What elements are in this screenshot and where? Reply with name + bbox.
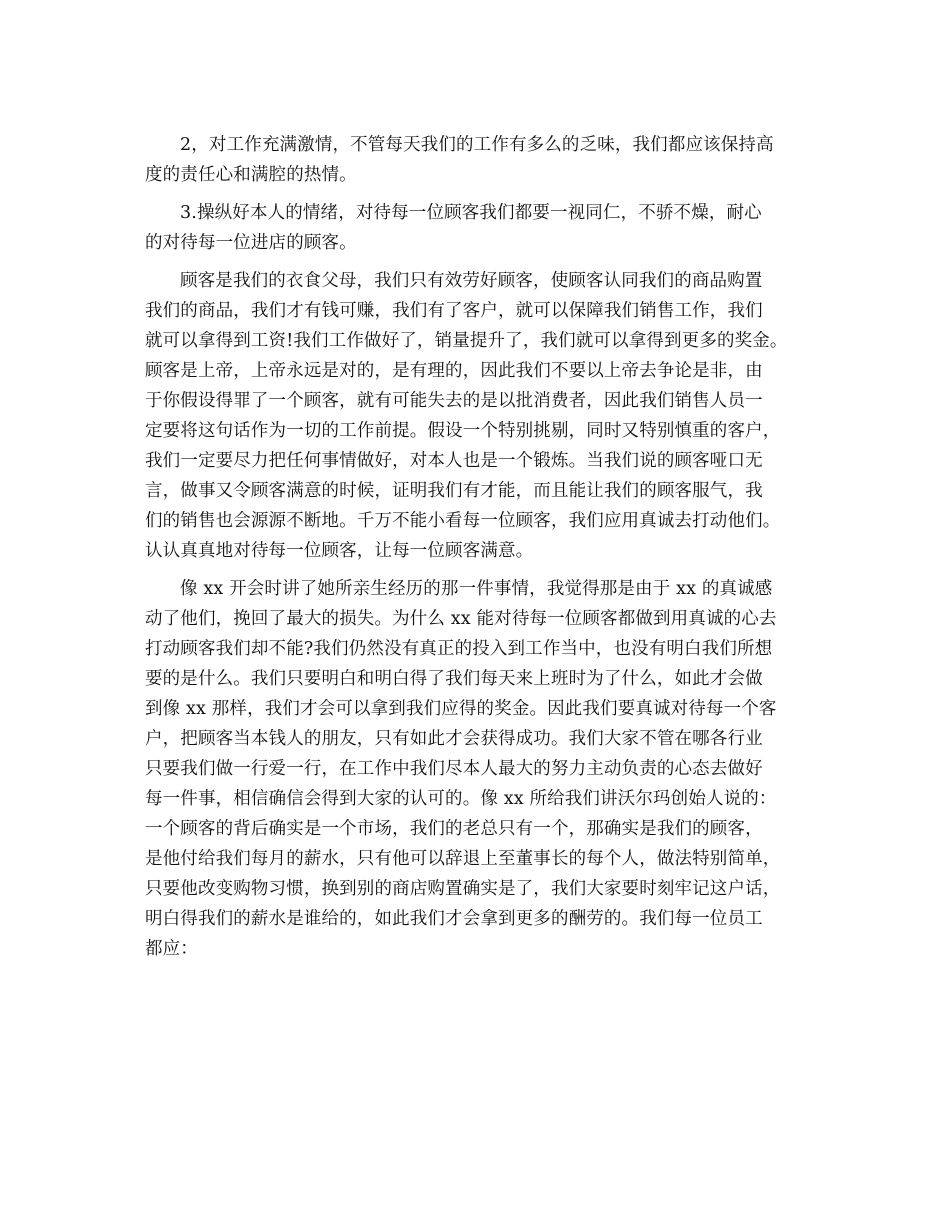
paragraph-4-line-11: 只要他改变购物习惯，换到别的商店购置确实是了，我们大家要时刻牢记这户话， bbox=[145, 879, 781, 899]
paragraph-4-line-8: 每一件事，相信确信会得到大家的认可的。像 xx 所给我们讲沃尔玛创始人说的： bbox=[145, 789, 777, 809]
paragraph-3-line-8: 言，做事又令顾客满意的时候，证明我们有才能，而且能让我们的顾客服气，我 bbox=[145, 481, 763, 501]
paragraph-4-line-1: 像 xx 开会时讲了她所亲生经历的那一件事情，我觉得那是由于 xx 的真诚感 bbox=[180, 579, 773, 599]
paragraph-4-line-6: 户，把顾客当本钱人的朋友，只有如此才会获得成功。我们大家不管在哪各行业 bbox=[145, 729, 763, 749]
paragraph-4-line-9: 一个顾客的背后确实是一个市场，我们的老总只有一个，那确实是我们的顾客， bbox=[145, 819, 763, 839]
paragraph-4-line-5: 到像 xx 那样，我们才会可以拿到我们应得的奖金。因此我们要真诚对待每一个客 bbox=[145, 699, 777, 719]
paragraph-3-line-7: 我们一定要尽力把任何事情做好，对本人也是一个锻炼。当我们说的顾客哑口无 bbox=[145, 451, 763, 471]
paragraph-4-line-4: 要的是什么。我们只要明白和明白得了我们每天来上班时为了什么，如此才会做 bbox=[145, 669, 763, 689]
paragraph-4-line-10: 是他付给我们每月的薪水，只有他可以辞退上至董事长的每个人，做法特别简单， bbox=[145, 849, 781, 869]
paragraph-gap bbox=[145, 190, 825, 198]
paragraph-1-line-2: 度的责任心和满腔的热情。 bbox=[145, 165, 357, 185]
paragraph-4-line-7: 只要我们做一行爱一行，在工作中我们尽本人最大的努力主动负责的心态去做好 bbox=[145, 759, 763, 779]
paragraph-3-line-5: 于你假设得罪了一个顾客，就有可能失去的是以批消费者，因此我们销售人员一 bbox=[145, 391, 763, 411]
document-body bbox=[145, 130, 825, 964]
paragraph-4-line-2: 动了他们，挽回了最大的损失。为什么 xx 能对待每一位顾客都做到用真诚的心去 bbox=[145, 609, 777, 629]
paragraph-3-line-9: 们的销售也会源源不断地。千万不能小看每一位顾客，我们应用真诚去打动他们。 bbox=[145, 511, 781, 531]
paragraph-3-line-3: 就可以拿得到工资!我们工作做好了，销量提升了，我们就可以拿得到更多的奖金。 bbox=[145, 331, 788, 351]
paragraph-3-line-6: 定要将这句话作为一切的工作前提。假设一个特别挑剔，同时又特别慎重的客户， bbox=[145, 421, 781, 441]
paragraph-4-line-13: 都应： bbox=[145, 939, 198, 959]
paragraph-2-line-1: 3.操纵好本人的情绪，对待每一位顾客我们都要一视同仁，不骄不燥，耐心 bbox=[180, 203, 762, 223]
paragraph-2-line-2: 的对待每一位进店的顾客。 bbox=[145, 233, 357, 253]
paragraph-3-line-2: 我们的商品，我们才有钱可赚，我们有了客户，就可以保障我们销售工作，我们 bbox=[145, 301, 763, 321]
paragraph-gap bbox=[145, 258, 825, 266]
paragraph-4-line-3: 打动顾客我们却不能?我们仍然没有真正的投入到工作当中，也没有明白我们所想 bbox=[145, 639, 773, 659]
paragraph-1-line-1: 2，对工作充满激情，不管每天我们的工作有多么的乏味，我们都应该保持高 bbox=[180, 135, 774, 155]
paragraph-gap bbox=[145, 566, 825, 574]
paragraph-3-line-4: 顾客是上帝，上帝永远是对的，是有理的，因此我们不要以上帝去争论是非，由 bbox=[145, 361, 763, 381]
paragraph-3-line-1: 顾客是我们的衣食父母，我们只有效劳好顾客，使顾客认同我们的商品购置 bbox=[180, 271, 763, 291]
paragraph-3-line-10: 认认真真地对待每一位顾客，让每一位顾客满意。 bbox=[145, 541, 534, 561]
paragraph-4-line-12: 明白得我们的薪水是谁给的，如此我们才会拿到更多的酬劳的。我们每一位员工 bbox=[145, 909, 763, 929]
